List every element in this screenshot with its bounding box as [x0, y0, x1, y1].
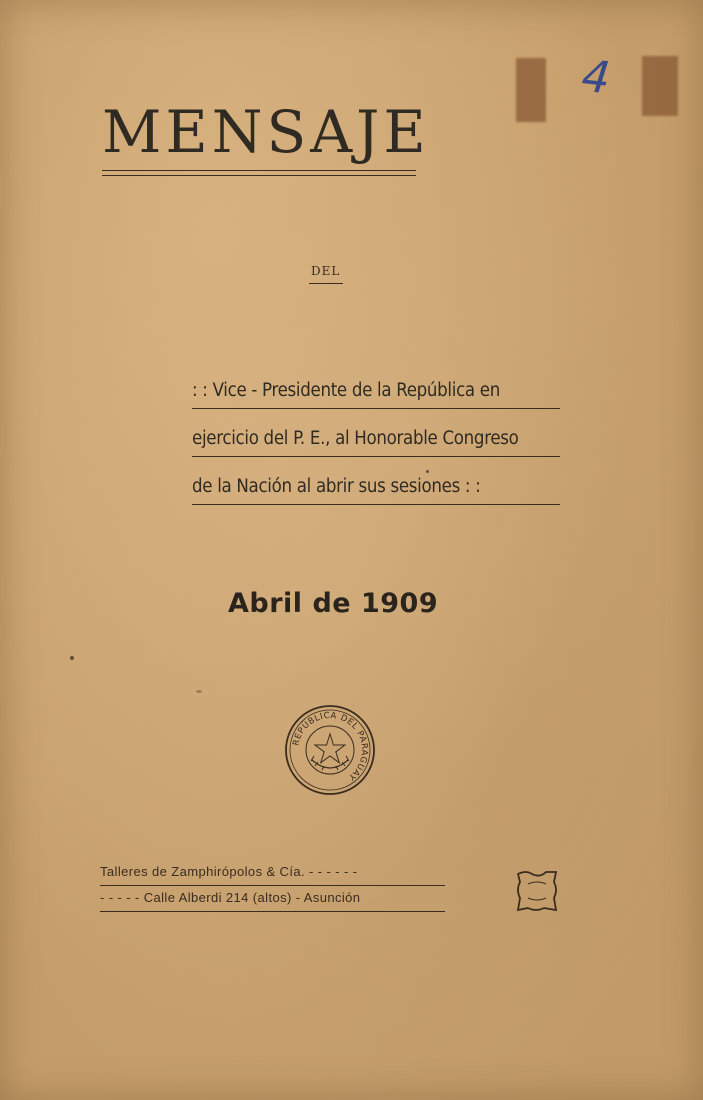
- printer-line-2: - - - - - Calle Alberdi 214 (altos) - Asunción: [100, 890, 361, 905]
- subtitle-rule-2: [192, 456, 560, 457]
- printer-mark-icon: [514, 868, 560, 914]
- subtitle-line-3: de la Nación al abrir sus sesiones : :: [192, 476, 481, 497]
- paper-speck: [70, 656, 74, 660]
- handwritten-number: 4: [579, 50, 613, 105]
- title-rule-top: [102, 170, 416, 171]
- printer-rule-2: [100, 911, 445, 912]
- subtitle-line-1: : : Vice - Presidente de la República en: [192, 380, 501, 401]
- subtitle-line-2: ejercicio del P. E., al Honorable Congreso: [192, 428, 519, 449]
- subtitle-rule-3: [192, 504, 560, 505]
- printer-line-1: Talleres de Zamphirópolos & Cía. - - - - - -: [100, 864, 358, 879]
- laurel-icon: [312, 760, 348, 768]
- date-heading: Abril de 1909: [228, 588, 439, 619]
- page-title: MENSAJE: [102, 98, 430, 166]
- seal-text: REPÚBLICA DEL PARAGUAY: [291, 710, 370, 783]
- printer-rule-1: [100, 885, 445, 886]
- tape-stain-right: [642, 56, 678, 116]
- del-rule: [309, 283, 343, 284]
- paper-speck: [196, 690, 202, 693]
- coat-of-arms-seal: [284, 704, 376, 796]
- title-rule-bottom: [102, 175, 416, 176]
- paper-speck: [426, 470, 429, 473]
- del-word: DEL: [311, 264, 341, 278]
- subtitle-rule-1: [192, 408, 560, 409]
- star-icon: [315, 734, 345, 763]
- tape-stain-left: [516, 58, 546, 122]
